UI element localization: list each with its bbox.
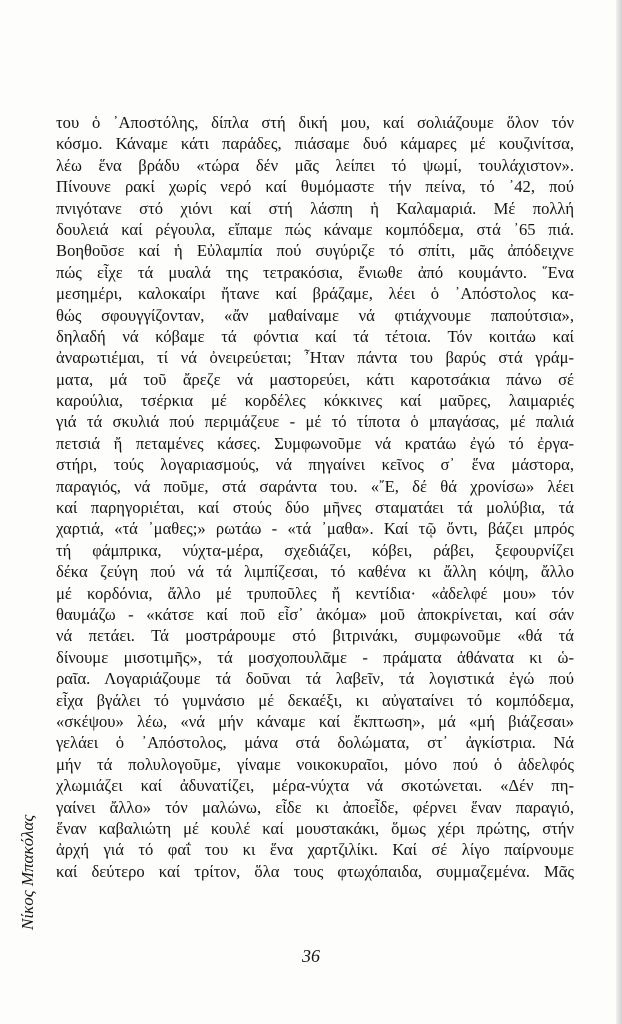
text-line: πώς εἶχε τά μυαλά της τετρακόσια, ἔνιωθε ἀπό κουμάντο. ῞Ενα — [56, 262, 574, 282]
text-line: καρούλια, τσέρκια μέ κορδέλες κόκκινες καί μαῦρες, λαιμαριές — [56, 391, 574, 411]
text-line: πετσιά ἤ πεταμένες κάσες. Συμφωνοῦμε νά κρατάω ἐγώ τό ἐργα- — [56, 433, 574, 453]
text-line: γιά τά σκυλιά πού περιμάζευε - μέ τό τίποτα ὁ μπαγάσας, μέ παλιά — [56, 412, 574, 432]
text-line: δηλαδή νά κόβαμε τά φόντια καί τά τέτοια. Τόν κοιτάω καί — [56, 326, 574, 346]
page-edge-shadow — [616, 0, 622, 1024]
text-line: ραῖα. Λογαριάζουμε τά δοῦναι τά λαβεῖν, τά λογιστικά ἐγώ πού — [56, 669, 574, 689]
text-line: καί παρηγοριέται, καί στούς δύο μῆνες σταματάει τά μολύβια, τά — [56, 498, 574, 518]
text-line: μέ κορδόνια, ἄλλο μέ τρυποῦλες ἤ κεντίδια· «ἀδελφέ μου» τόν — [56, 583, 574, 603]
text-line: κόσμο. Κάναμε κάτι παράδες, πιάσαμε δυό κάμαρες μέ κουζινίτσα, — [56, 134, 574, 154]
body-text — [56, 112, 574, 882]
text-line: ἕναν καβαλιώτη μέ κουλέ καί μουστακάκι, ὅμως χέρι πρώτης, στήν — [56, 818, 574, 838]
text-line: θαυμάζω - «κάτσε καί ποῦ εἶσ᾽ ἀκόμα» μοῦ ἀποκρίνεται, καί σάν — [56, 604, 574, 624]
text-line: χαρτιά, «τά ᾽μαθες;» ρωτάω - «τά ᾽μαθα». Καί τῷ ὄντι, βάζει μπρός — [56, 519, 574, 539]
text-line: καί δεύτερο καί τρίτον, ὅλα τους φτωχόπαιδα, συμμαζεμένα. Μᾶς — [56, 861, 574, 881]
text-line: νά πετάει. Τά μοστράρουμε στό βιτρινάκι, συμφωνοῦμε «θά τά — [56, 626, 574, 646]
text-line: μεσημέρι, καλοκαίρι ἤτανε καί βράζαμε, λέει ὁ ᾽Απόστολος κα- — [56, 284, 574, 304]
text-line: ἀρχή γιά τό φαΐ του κι ἕνα χαρτζιλίκι. Καί σέ λίγο παίρνουμε — [56, 840, 574, 860]
text-line: γαίνει ἄλλο» τόν μαλώνω, εἶδε κι ἀποεἶδε, φέρνει ἕναν παραγιό, — [56, 797, 574, 817]
text-line: ἀναρωτιέμαι, τί νά ὀνειρεύεται; ῏Ηταν πάντα του βαρύς στά γράμ- — [56, 348, 574, 368]
text-line: πνιγότανε στό χιόνι καί στή λάσπη ἡ Καλαμαριά. Μέ πολλή — [56, 198, 574, 218]
text-line: Πίνουνε ρακί χωρίς νερό καί θυμόμαστε τήν πείνα, τό ᾽42, πού — [56, 177, 574, 197]
text-line: θώς σφουγγίζονταν, «ἄν μαθαίναμε νά φτιάχνουμε παπούτσια», — [56, 305, 574, 325]
side-author-name: Νίκος Μπακόλας — [18, 814, 37, 930]
text-line: χλωμιάζει καί ἀδυνατίζει, μέρα-νύχτα νά σκοτώνεται. «Δέν πη- — [56, 776, 574, 796]
text-line: εἶχα βγάλει τό γυμνάσιο μέ δεκαέξι, κι αὐγαταίνει τό κομπόδεμα, — [56, 690, 574, 710]
text-line: τή φάμπρικα, νύχτα-μέρα, σχεδιάζει, κόβει, ράβει, ξεφουρνίζει — [56, 540, 574, 560]
text-line: στήρι, τούς λογαριασμούς, νά πηγαίνει κεῖνος σ᾽ ἕνα μάστορα, — [56, 455, 574, 475]
text-line: γελάει ὁ ᾽Απόστολος, μάνα στά δολώματα, στ᾽ ἀγκίστρια. Νά — [56, 733, 574, 753]
text-line: δίνουμε μισοτιμῆς», τά μοσχοπουλᾶμε - πράματα ἀθάνατα κι ὡ- — [56, 647, 574, 667]
text-line: Βοηθοῦσε καί ἡ Εὐλαμπία πού συγύριζε τό σπίτι, μᾶς ἀπόδειχνε — [56, 241, 574, 261]
text-line: δουλειά καί ρέγουλα, εἴπαμε πώς κάναμε κομπόδεμα, στά ᾽65 πιά. — [56, 219, 574, 239]
text-line: «σκέψου» λέω, «νά μήν κάναμε καί ἔκπτωση», μά «μή βιάζεσαι» — [56, 711, 574, 731]
page-number: 36 — [302, 946, 320, 966]
text-line: λέω ἕνα βράδυ «τώρα δέν μᾶς λείπει τό ψωμί, τουλάχιστον». — [56, 155, 574, 175]
text-line: του ὁ ᾽Αποστόλης, δίπλα στή δική μου, καί σολιάζουμε ὅλον τόν — [56, 113, 574, 132]
text-line: παραγιός, νά ποῦμε, στά σαράντα του. «῎Ε, δέ θά χρονίσω» λέει — [56, 476, 574, 496]
text-line: ματα, μά τοῦ ἄρεζε νά μαστορεύει, κάτι καροτσάκια πάνω σέ — [56, 369, 574, 389]
text-line: μήν τά πολυλογοῦμε, γίναμε νοικοκυραῖοι, μόνο πού ὁ ἀδελφός — [56, 754, 574, 774]
text-line: δέκα ζεύγη πού νά τά λιμπίζεσαι, τό καθένα κι ἄλλη κόψη, ἄλλο — [56, 562, 574, 582]
